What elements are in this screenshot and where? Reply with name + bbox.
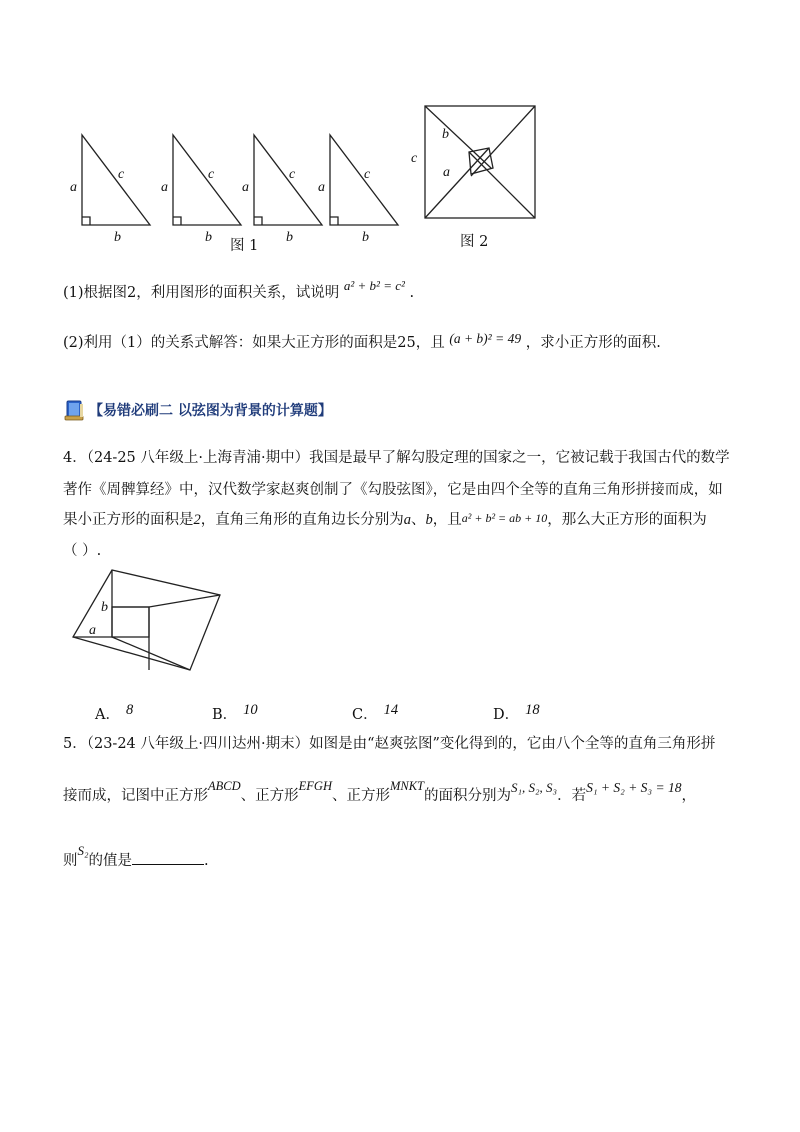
fig1-label-b1: b xyxy=(114,230,121,245)
q3-part2-formula: (a + b)² = 49 xyxy=(449,331,522,346)
q5-line3: 则S₂的值是 . xyxy=(63,843,209,869)
fig1-label-a2: a xyxy=(161,180,168,195)
triangle-3 xyxy=(254,135,322,225)
fig2-label-a: a xyxy=(443,165,450,180)
fig1-label-a1: a xyxy=(70,180,77,195)
triangle-2 xyxy=(173,135,241,225)
q5-line1: 5．（23-24 八年级上·四川达州·期末）如图是由“赵爽弦图”变化得到的，它由八个全等的直角三角形拼 xyxy=(63,736,716,752)
q3-part1: (1)根据图2，利用图形的面积关系，试说明 a² + b² = c² . xyxy=(63,278,415,301)
q4-formula: a² + b² = ab + 10 xyxy=(461,511,548,525)
figure-2-caption: 图 2 xyxy=(460,234,489,250)
figure-1 xyxy=(60,125,405,250)
q4-line3: 果小正方形的面积是2，直角三角形的直角边长分别为a、b，且a² + b² = ab + 10，那么大正方形的面积为 xyxy=(63,511,707,528)
fig1-label-a3: a xyxy=(242,180,249,195)
q4-figure xyxy=(65,565,225,675)
q5-condition: S₁ + S₂ + S₃ = 18 xyxy=(586,780,682,795)
q5-answer-blank[interactable] xyxy=(132,850,204,865)
q4-fig-label-b: b xyxy=(101,600,108,615)
fig1-label-c3: c xyxy=(289,167,296,182)
fig1-label-b3: b xyxy=(286,230,293,245)
fig1-label-c2: c xyxy=(208,167,215,182)
q5-areas: S₁, S₂, S₃ xyxy=(511,780,558,795)
q4-option-b[interactable]: B． 10 xyxy=(212,702,258,723)
book-icon xyxy=(64,398,86,422)
q5-line2: 接而成，记图中正方形ABCD、正方形EFGH、正方形MNKT的面积分别为S₁, S₂, S₃．若S₁ + S₂ + S₃ = 18， xyxy=(63,779,696,804)
fig2-label-c: c xyxy=(411,151,418,166)
q4-line2: 著作《周髀算经》中，汉代数学家赵爽创制了《勾股弦图》，它是由四个全等的直角三角形拼接而成，如 xyxy=(63,482,723,498)
q4-option-a[interactable]: A． 8 xyxy=(95,702,134,723)
figure-1-caption: 图 1 xyxy=(230,238,259,254)
fig1-label-b2: b xyxy=(205,230,212,245)
q3-part2: (2)利用（1）的关系式解答：如果大正方形的面积是25，且 (a + b)² = 49 ，求小正方形的面积. xyxy=(63,331,661,351)
fig1-label-b4: b xyxy=(362,230,369,245)
fig2-label-b: b xyxy=(442,127,449,142)
q4-line1: 4．（24-25 八年级上·上海青浦·期中）我国是最早了解勾股定理的国家之一，它被记载于我国古代的数学 xyxy=(63,450,730,466)
q4-fig-label-a: a xyxy=(89,623,96,638)
q4-option-d[interactable]: D． 18 xyxy=(493,702,540,723)
section-heading xyxy=(64,398,332,422)
q4-line4: （ ）. xyxy=(63,543,102,559)
fig1-label-c1: c xyxy=(118,167,125,182)
q4-option-c[interactable]: C． 14 xyxy=(352,702,399,723)
figure-2 xyxy=(405,100,545,225)
triangle-1 xyxy=(82,135,150,225)
section-title: 【易错必刷二 以弦图为背景的计算题】 xyxy=(89,403,332,419)
q3-part1-formula: a² + b² = c² xyxy=(343,278,405,293)
fig1-label-a4: a xyxy=(318,180,325,195)
fig1-label-c4: c xyxy=(364,167,371,182)
